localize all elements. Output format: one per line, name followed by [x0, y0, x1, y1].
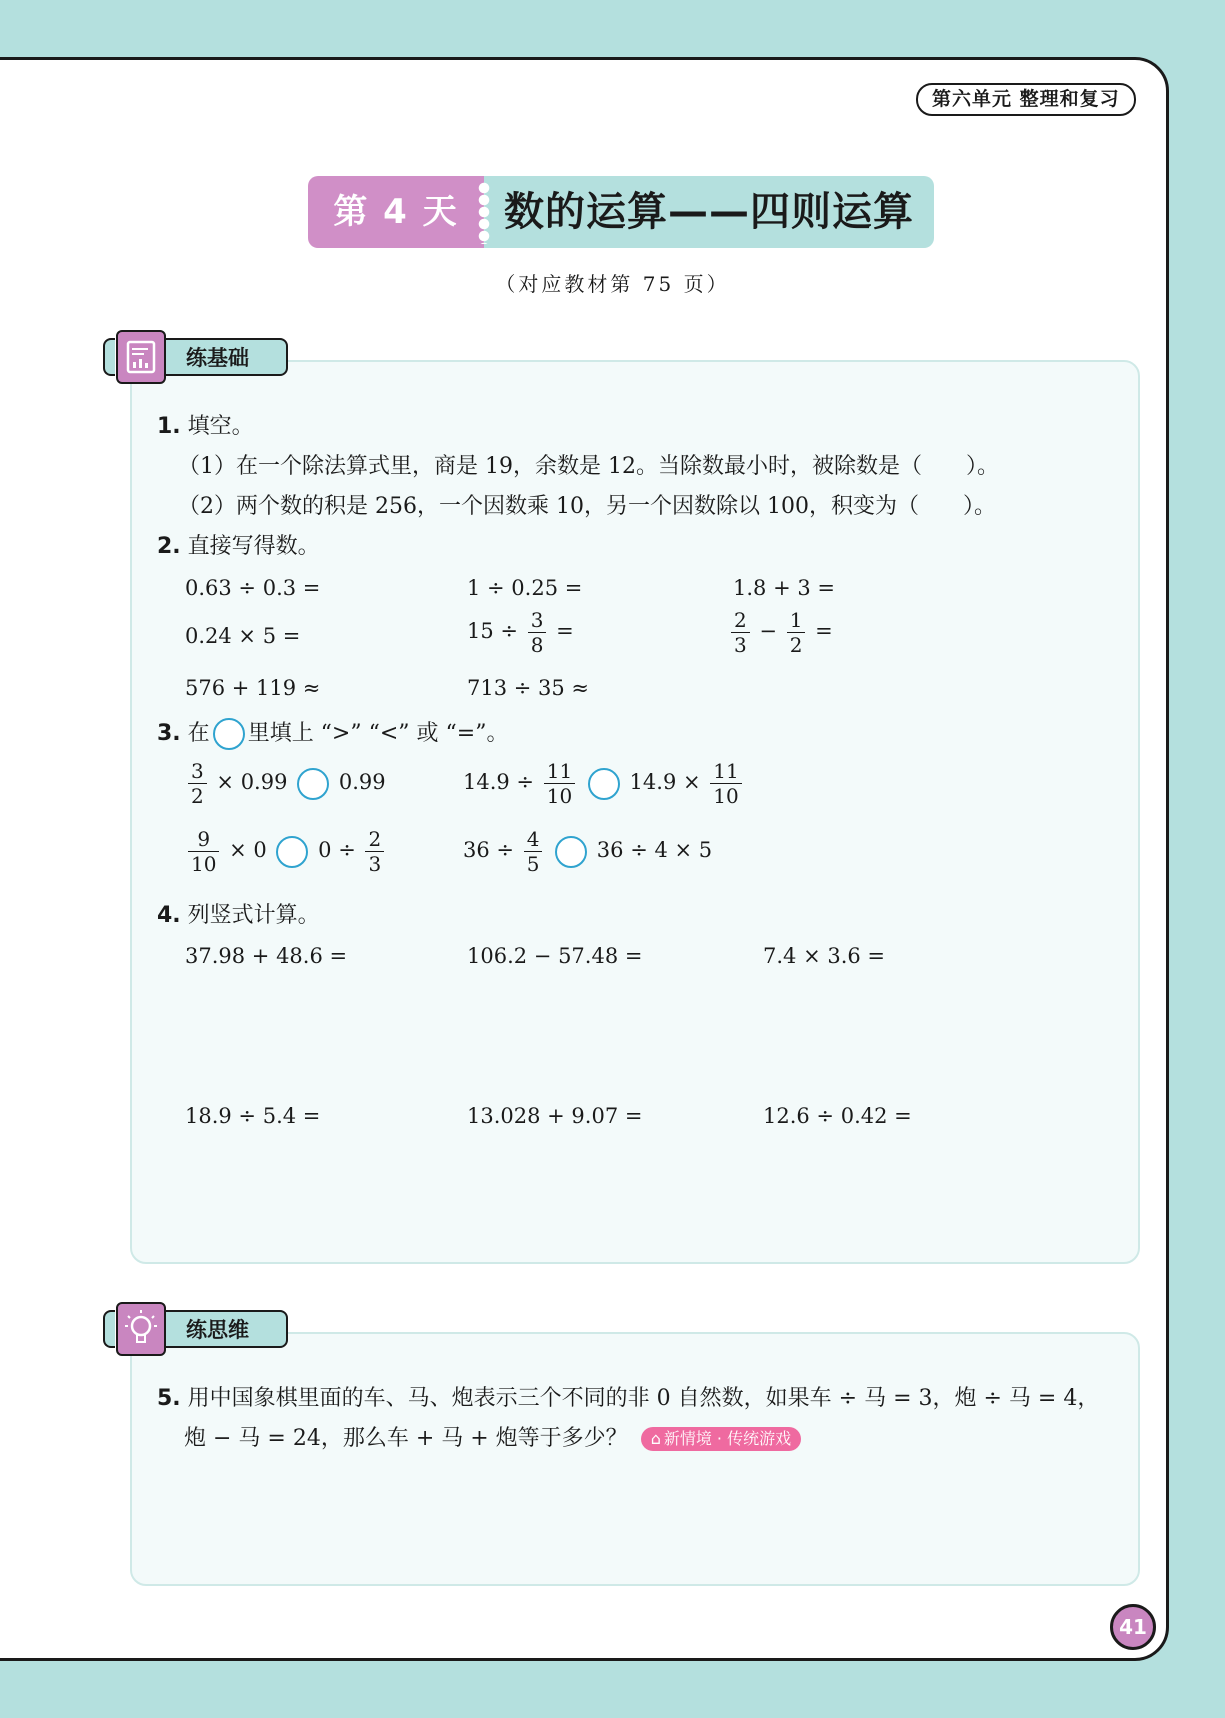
section-tag-thinking: [160, 1310, 288, 1348]
fraction: [365, 827, 384, 876]
numerator: 3: [528, 608, 547, 633]
denominator: 2: [789, 633, 803, 657]
numerator: 9: [188, 827, 219, 852]
fraction: [710, 759, 741, 808]
page-title: 数的运算——四则运算: [484, 176, 934, 248]
textbook-reference: （对应教材第 75 页）: [495, 272, 730, 296]
denominator: 10: [713, 784, 739, 808]
question-3-heading: [157, 718, 508, 750]
question-4-heading: [157, 902, 320, 930]
question-text: 列竖式计算。: [187, 903, 320, 928]
compare-item-2: [463, 759, 745, 808]
page-number: 41: [1110, 1604, 1156, 1650]
numerator: 2: [731, 608, 750, 633]
question-text: 直接写得数。: [187, 534, 320, 559]
document-chart-icon: [116, 330, 166, 384]
expression: 713 ÷ 35 ≈: [467, 676, 590, 700]
expression: 1.8 + 3 =: [733, 576, 835, 600]
compare-item-4: [463, 827, 712, 876]
section-tag-tab: [103, 1310, 115, 1348]
numerator: 11: [544, 759, 575, 784]
expression: 0.63 ÷ 0.3 =: [185, 576, 321, 600]
badge-label: 新情境 · 传统游戏: [663, 1429, 792, 1448]
denominator: 10: [546, 784, 573, 808]
title-divider: [476, 182, 492, 244]
fraction: [524, 827, 543, 876]
denominator: 3: [734, 633, 747, 657]
answer-circle[interactable]: [276, 836, 308, 868]
answer-circle[interactable]: [297, 768, 329, 800]
fraction-expression: [467, 608, 574, 657]
question-5-line-2: [184, 1425, 801, 1453]
denominator: 8: [530, 633, 544, 657]
compare-item-1: [185, 759, 386, 808]
compare-item-3: [185, 827, 387, 876]
expression: 0.24 × 5 =: [185, 624, 301, 648]
expression: 7.4 × 3.6 =: [763, 944, 886, 968]
section-tag-basic: [160, 338, 288, 376]
lightbulb-icon-svg: [118, 1304, 164, 1354]
question-text: 炮 − 马 = 24，那么车 + 马 + 炮等于多少？: [184, 1426, 628, 1451]
question-5-line-1: [157, 1385, 1099, 1413]
numerator: 3: [188, 759, 207, 784]
lightbulb-icon: [116, 1302, 166, 1356]
question-1-part-2: （2）两个数的积是 256，一个因数乘 10，另一个因数除以 100，积变为（ ）。: [178, 494, 996, 519]
question-text-suffix: 里填上 “>” “<” 或 “=”。: [247, 721, 509, 746]
fraction-expression: [728, 608, 833, 657]
answer-circle[interactable]: [555, 836, 587, 868]
fraction: [528, 608, 547, 657]
expression: 18.9 ÷ 5.4 =: [185, 1104, 321, 1128]
question-number: 1.: [157, 414, 181, 439]
expression: 13.028 + 9.07 =: [467, 1104, 643, 1128]
unit-label: 第六单元 整理和复习: [916, 83, 1136, 116]
expression-part: =: [556, 619, 574, 643]
fraction: [787, 608, 806, 657]
expression-part: 14.9 ÷: [463, 770, 535, 794]
expression-part: × 0.99: [216, 770, 288, 794]
expression: 12.6 ÷ 0.42 =: [763, 1104, 912, 1128]
section-label: 练思维: [186, 1318, 249, 1342]
expression: 106.2 − 57.48 =: [467, 944, 643, 968]
section-tag-tab: [103, 338, 115, 376]
house-icon: ⌂: [650, 1429, 661, 1448]
section-label: 练基础: [186, 346, 249, 370]
expression: 37.98 + 48.6 =: [185, 944, 348, 968]
new-context-badge: [641, 1427, 801, 1451]
expression: 1 ÷ 0.25 =: [467, 576, 583, 600]
answer-circle-example: [213, 718, 245, 750]
question-text-prefix: 在: [187, 721, 210, 746]
expression-part: =: [815, 619, 833, 643]
denominator: 10: [191, 852, 217, 876]
numerator: 4: [524, 827, 543, 852]
denominator: 2: [191, 784, 204, 808]
question-number: 2.: [157, 534, 181, 559]
fraction: [731, 608, 750, 657]
expression-part: 15 ÷: [467, 619, 518, 643]
expression-part: 14.9 ×: [629, 770, 701, 794]
fraction: [544, 759, 575, 808]
fraction: [188, 759, 207, 808]
document-chart-icon-svg: [118, 332, 164, 382]
denominator: 5: [526, 852, 540, 876]
question-text: 用中国象棋里面的车、马、炮表示三个不同的非 0 自然数，如果车 ÷ 马 = 3，炮 ÷ 马 = 4，: [187, 1386, 1100, 1411]
numerator: 11: [710, 759, 741, 784]
answer-circle[interactable]: [588, 768, 620, 800]
expression-part: × 0: [229, 838, 267, 862]
denominator: 3: [368, 852, 382, 876]
question-text: 填空。: [187, 414, 254, 439]
fraction: [188, 827, 219, 876]
expression-part: 0 ÷: [318, 838, 356, 862]
question-number: 5.: [157, 1386, 181, 1411]
expression-part: −: [759, 619, 778, 643]
expression-part: 36 ÷: [463, 838, 514, 862]
numerator: 2: [365, 827, 384, 852]
question-2-heading: [157, 533, 320, 561]
thinking-practice-panel: [130, 1332, 1140, 1586]
expression: 576 + 119 ≈: [185, 676, 321, 700]
question-number: 3.: [157, 721, 181, 746]
numerator: 1: [787, 608, 806, 633]
expression-part: 0.99: [338, 770, 386, 794]
question-number: 4.: [157, 903, 181, 928]
expression-part: 36 ÷ 4 × 5: [596, 838, 713, 862]
question-1-part-1: （1）在一个除法算式里，商是 19，余数是 12。当除数最小时，被除数是（ ）。: [178, 454, 999, 479]
question-1-heading: [157, 413, 254, 441]
day-label: 第 4 天: [308, 176, 484, 248]
